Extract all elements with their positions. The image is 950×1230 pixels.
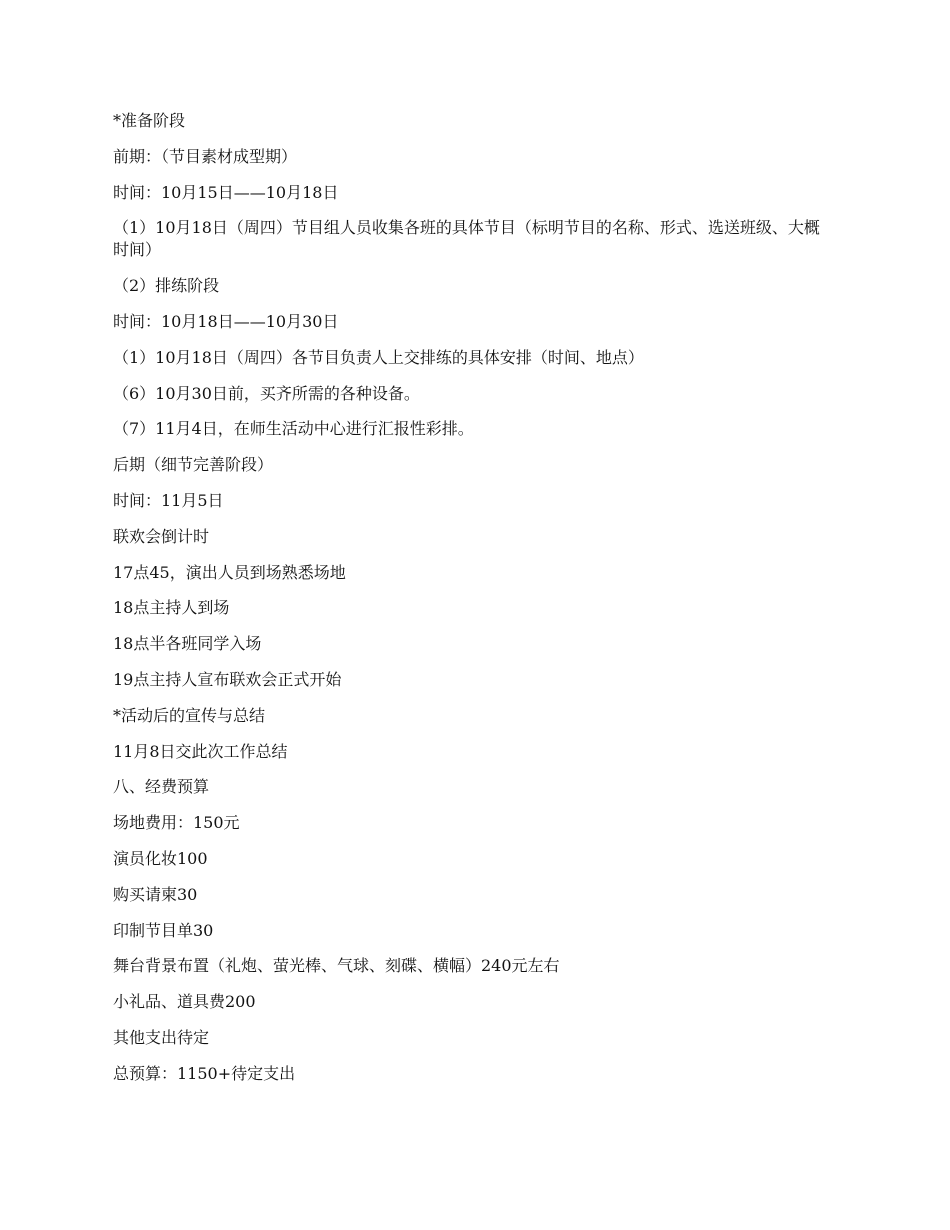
section-heading-budget: 八、经费预算: [113, 777, 210, 797]
text-line: 18点半各班同学入场: [113, 634, 262, 654]
text-line: 11月8日交此次工作总结: [113, 741, 288, 761]
text-line: （2）排练阶段: [113, 276, 220, 296]
budget-item: 印制节目单30: [113, 920, 214, 940]
document-page: [113, 110, 833, 1099]
text-line: （6）10月30日前，买齐所需的各种设备。: [113, 383, 420, 403]
budget-total: 总预算：1150+待定支出: [113, 1063, 296, 1083]
text-line: 后期（细节完善阶段）: [113, 455, 274, 475]
text-line: （1）10月18日（周四）节目组人员收集各班的具体节目（标明节目的名称、形式、选送班级、大概时间）: [113, 218, 820, 260]
section-heading-summary: *活动后的宣传与总结: [113, 705, 266, 725]
budget-item: 演员化妆100: [113, 848, 208, 868]
budget-item: 舞台背景布置（礼炮、萤光棒、气球、刻碟、横幅）240元左右: [113, 956, 560, 976]
text-line: 时间：10月18日——10月30日: [113, 311, 339, 331]
section-heading-preparation: *准备阶段: [113, 111, 186, 130]
text-line: （7）11月4日，在师生活动中心进行汇报性彩排。: [113, 419, 474, 439]
budget-item: 其他支出待定: [113, 1027, 210, 1047]
text-line: 18点主持人到场: [113, 598, 230, 618]
text-line: 前期：（节目素材成型期）: [113, 146, 298, 166]
text-line: 17点45，演出人员到场熟悉场地: [113, 562, 346, 582]
budget-item: 购买请柬30: [113, 884, 198, 904]
budget-item: 场地费用：150元: [113, 813, 240, 833]
budget-item: 小礼品、道具费200: [113, 992, 256, 1012]
text-line: （1）10月18日（周四）各节目负责人上交排练的具体安排（时间、地点）: [113, 347, 644, 367]
text-line: 19点主持人宣布联欢会正式开始: [113, 669, 342, 689]
text-line: 时间：11月5日: [113, 490, 224, 510]
text-line: 时间：10月15日——10月18日: [113, 182, 339, 202]
text-line: 联欢会倒计时: [113, 526, 210, 546]
